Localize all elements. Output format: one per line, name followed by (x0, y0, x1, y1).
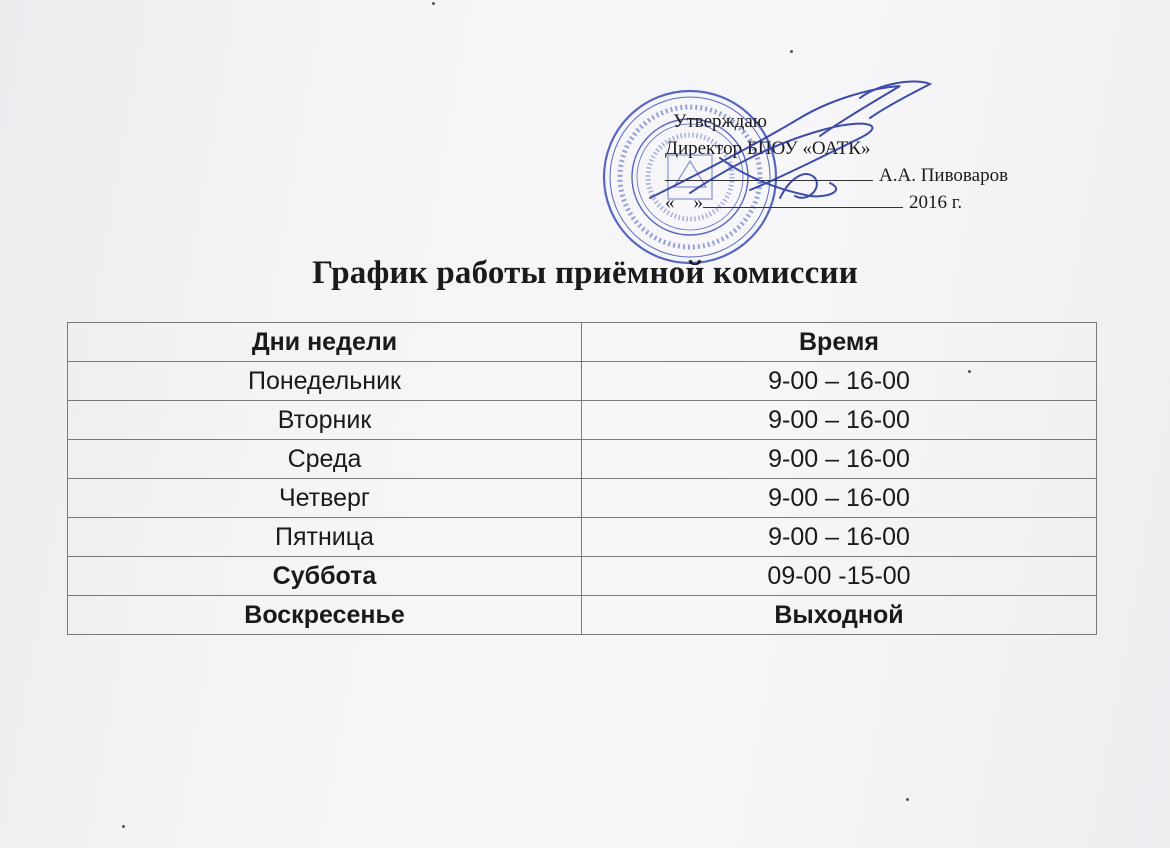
date-close-quote: » (693, 192, 703, 213)
time-cell: 9-00 – 16-00 (582, 479, 1097, 518)
time-cell: 9-00 – 16-00 (582, 440, 1097, 479)
time-cell: 9-00 – 16-00 (582, 362, 1097, 401)
time-cell: 09-00 -15-00 (582, 557, 1097, 596)
director-label: Директор БПОУ «ОАТК» (665, 138, 871, 159)
date-year: 2016 г. (909, 192, 963, 213)
day-cell: Среда (68, 440, 582, 479)
scan-speck (968, 370, 971, 373)
signatory-name: А.А. Пивоваров (879, 165, 1009, 186)
day-cell: Четверг (68, 479, 582, 518)
approve-label: Утверждаю (673, 111, 767, 132)
scan-speck (906, 798, 909, 801)
header-days: Дни недели (68, 323, 582, 362)
day-cell: Воскресенье (68, 596, 582, 635)
day-cell: Пятница (68, 518, 582, 557)
date-open-quote: « (665, 192, 675, 213)
header-time: Время (582, 323, 1097, 362)
table-row (68, 557, 1097, 596)
scan-speck (790, 50, 793, 53)
table-row (68, 401, 1097, 440)
schedule-table (67, 322, 1097, 635)
time-cell: 9-00 – 16-00 (582, 518, 1097, 557)
table-row (68, 479, 1097, 518)
table-header-row (68, 323, 1097, 362)
handwritten-signature (630, 78, 940, 228)
table-row (68, 440, 1097, 479)
time-cell: Выходной (582, 596, 1097, 635)
scan-speck (432, 2, 435, 5)
table-row (68, 518, 1097, 557)
page-title: График работы приёмной комиссии (312, 255, 858, 291)
scan-speck (122, 825, 125, 828)
table-row (68, 362, 1097, 401)
time-cell: 9-00 – 16-00 (582, 401, 1097, 440)
table-row (68, 596, 1097, 635)
day-cell: Понедельник (68, 362, 582, 401)
day-cell: Суббота (68, 557, 582, 596)
day-cell: Вторник (68, 401, 582, 440)
